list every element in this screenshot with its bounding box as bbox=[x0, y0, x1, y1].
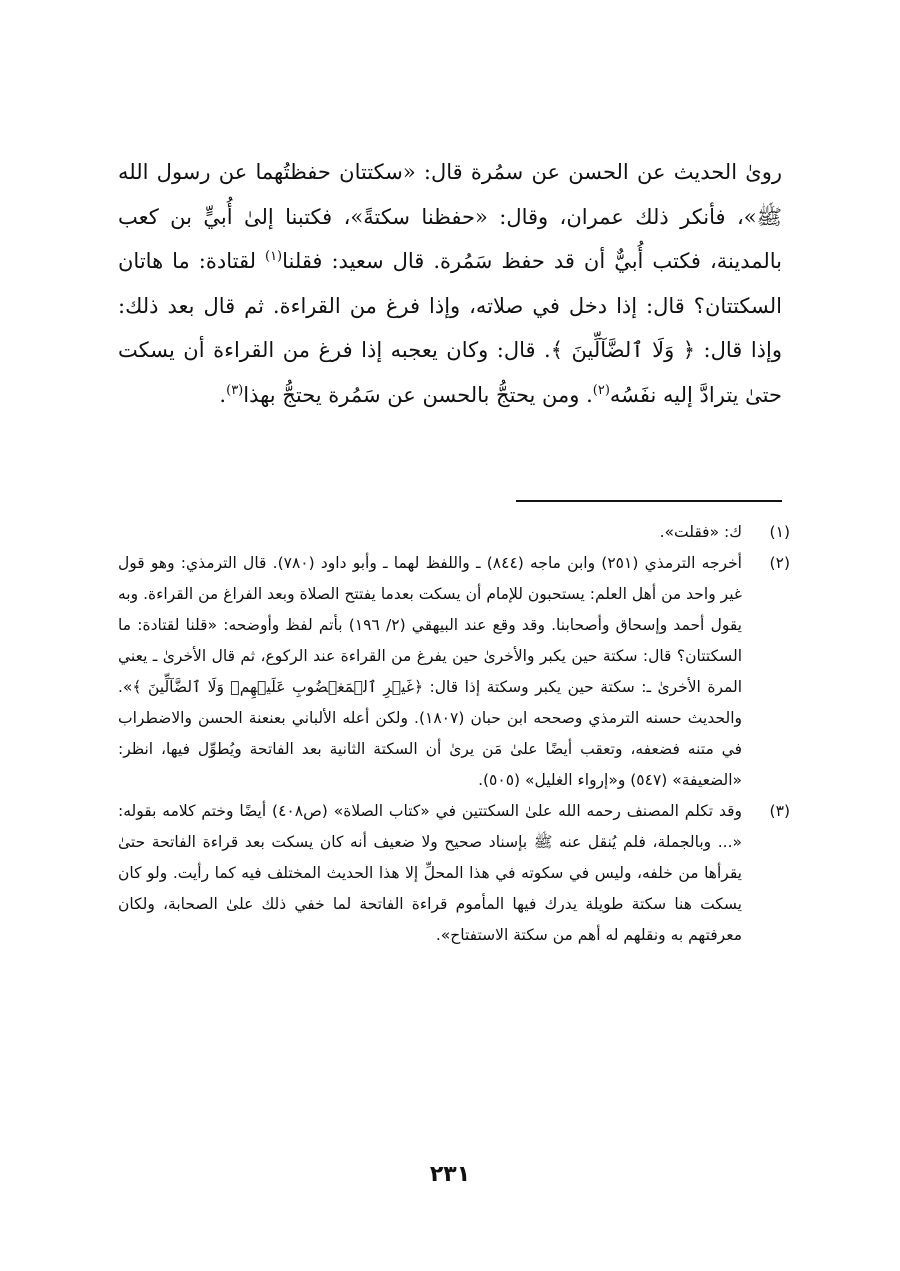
footnote-ref-3[interactable]: (٣) bbox=[226, 382, 244, 398]
footnote-ref-2[interactable]: (٢) bbox=[592, 382, 610, 398]
main-text-part-1: روىٰ الحديث عن الحسن عن سمُرة قال: «سكتتان حفظتُهما عن رسول الله ﷺ»، فأنكر ذلك عمران، وقال: «حفظنا سكتةً»، فكتبنا إلىٰ أُبيٍّ بن كعب بالمدينة، فكتب أُبيٌّ أن قد حفظ سَمُرة. قال سعيد: فقلنا bbox=[118, 160, 782, 273]
page-number: ٢٣١ bbox=[429, 1162, 471, 1187]
footnote-ref-1[interactable]: (١) bbox=[264, 249, 283, 264]
footnote-text: وقد تكلم المصنف رحمه الله علىٰ السكتتين في «كتاب الصلاة» (ص٤٠٨) أيضًا وختم كلامه بقوله: «... وبالجملة، فلم يُنقل عنه ﷺ بإسناد صحيح ولا ضعيف أنه كان يسكت بعد قراءة الفاتحة حتىٰ يقرأها من خلفه، وليس في سكوته في هذا المحلِّ إلا هذا الحديث المختلف فيه كما رأيت. ولو كان يسكت هنا سكتة طويلة يدرك فيها المأموم قراءة الفاتحة لما خفي ذلك علىٰ الصحابة، ولكان معرفتهم به ونقلهم له أهم من سكتة الاستفتاح». bbox=[118, 802, 743, 944]
footnote-3 bbox=[118, 796, 790, 951]
footnote-number: (٣) bbox=[769, 802, 790, 820]
footnote-number: (٢) bbox=[769, 554, 790, 572]
footnote-text: أخرجه الترمذي (٢٥١) وابن ماجه (٨٤٤) ـ واللفظ لهما ـ وأبو داود (٧٨٠). قال الترمذي: وهو قول غير واحد من أهل العلم: يستحبون للإمام أن يسكت بعدما يفتتح الصلاة وبعد الفراغ من القراءة. وبه يقول أحمد وإسحاق وأصحابنا. وقد وقع عند البيهقي (٢/ ١٩٦) بأتم لفظ وأوضحه: «قلنا لقتادة: ما السكتتان؟ قال: سكتة حين يكبر والأخرىٰ حين يفرغ من القراءة عند الركوع، ثم قال الأخرىٰ ـ يعني المرة الأخرىٰ ـ: سكتة حين يكبر وسكتة إذا قال: ﴿غَيۡرِ ٱلۡمَغۡضُوبِ عَلَيۡهِمۡ وَلَا ٱلضَّآلِّينَ ﴾». والحديث حسنه الترمذي وصححه ابن حبان (١٨٠٧). ولكن أعله الألباني بعنعنة الحسن والاضطراب في متنه فضعفه، وتعقب أيضًا علىٰ مَن يرىٰ أن السكتة الثانية بعد الفاتحة ويُطوِّل فيها، انظر: «الضعيفة» (٥٤٧) و«إرواء الغليل» (٥٠٥). bbox=[118, 554, 742, 789]
main-text-part-2: لقتادة: ما هاتان السكتتان؟ قال: إذا دخل في صلاته، وإذا فرغ من القراءة. ثم قال بعد ذلك: وإذا قال: bbox=[118, 249, 782, 362]
main-paragraph bbox=[118, 150, 782, 417]
main-text bbox=[118, 150, 782, 417]
quran-verse: ﴿ وَلَا ٱلضَّآلِّينَ ﴾ bbox=[550, 338, 696, 362]
footnote-number: (١) bbox=[769, 523, 790, 541]
main-text-part-3: . قال: وكان يعجبه إذا فرغ من القراءة أن يسكت حتىٰ يترادَّ إليه نفَسُه bbox=[118, 338, 782, 407]
main-text-part-5: . bbox=[219, 382, 227, 407]
footnote-2 bbox=[118, 548, 790, 796]
footnote-1 bbox=[118, 517, 790, 548]
footnote-divider bbox=[516, 500, 782, 502]
footnote-text: ك: «فقلت». bbox=[659, 523, 742, 541]
main-text-part-4: . ومن يحتجُّ بالحسن عن سَمُرة يحتجُّ بهذا bbox=[243, 382, 593, 407]
footnotes-list bbox=[118, 517, 790, 951]
